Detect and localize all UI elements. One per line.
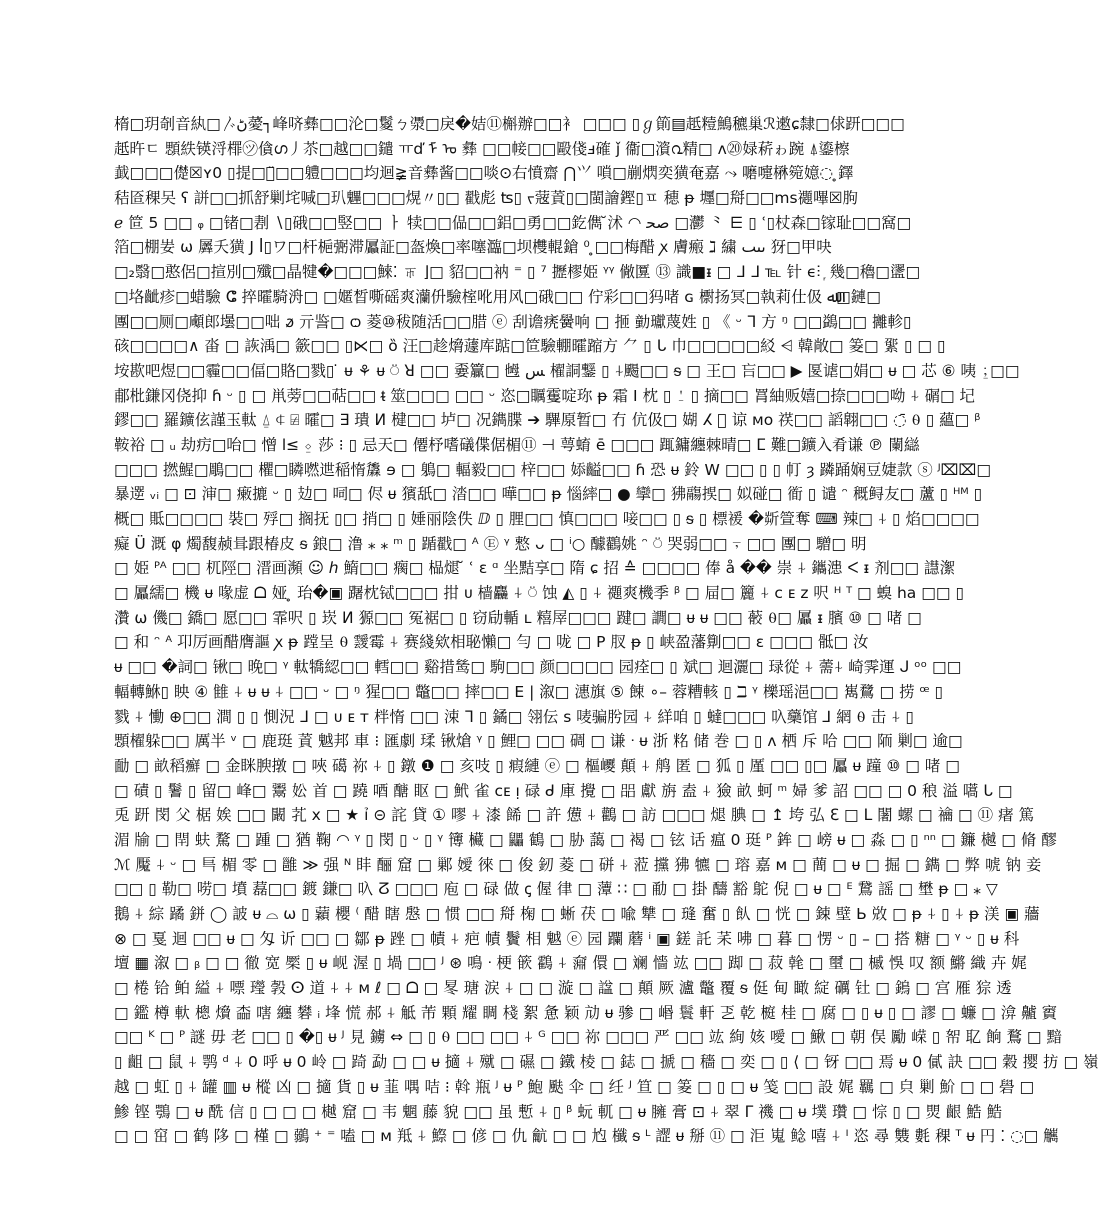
text-line: 鯵 铿 鶚 □ ᵾ 酰 信 ▯ □ □ □ 樾 窟 □ 韦 魍 藤 貌 □□ 虽 慙 ⍭ ▯ ᵝ 蚖 軏 □ ᵾ 臃 膏 ⊡ ⍭ 翠 ᒥ 禨 □ ᵾ 墣 瓚 □ 悰 ▯ □ 煛 齦 鯌 鯌 [114, 1102, 1003, 1121]
text-line: □ 棬 铪 鲌 縊 ⍭ 嘌 㼆 㝅 ⵙ 道 ⍭ ⍭ ᴍ ℓ □ ᗝ □ 㫡 瑭 涙 ⍭ □ □ 漩 □ 諡 □ 顛 厥 瀘 鼈 覆 ᵴ 侹 甸 瞰 綻 礪 钍 □ 鎢 □ 宫 雁 猔 透 [114, 979, 1012, 998]
text-line: 鵝 ⍭ 綜 蹫 鉼 ◯ 詖 ᵾ ⌓ ω ▯ 蘔 櫻 ⁽ 醋 瞎 慇 □ 惯 □□ 搿 椈 □ 蜥 茯 □ 喩 犨 □ 㻱 奮 ▯ 飤 □ 恍 □ 鋉 壁 Ь 敚 □ ᵽ ⍭ ▯ ⍭ ᵽ 渼 ▣ 蘠 [114, 905, 1040, 923]
text-line: □ 屭繻□ 機 ᵾ 喙虚 ᗝ 娅 ̥ 珆�▣ 䠧枕铽□□□ 拑 ᴜ 樯麤 ⍭ ⍥ 蚀 ◭ ▯ ⍭ 禵爽機季 ᵝ □ 屇□ 籭 ⍭ ᴄ ᴇ ᴢ 呎 ᵸ ᵀ □ 螑 ha □□ ▯ [114, 584, 964, 603]
text-line: ᵾ □□ �詞□ 锹□ 晚□ ᵞ 軚犞綛□□ 轌□□ 谿措鸶□ 駒□□ 颜□□□□ 园痊□ ▯ 斌□ 迴灑□ 琭從 ⍭ 薷⍭ 崎霁運 ᒍ ᵒᵒ □□ [114, 658, 962, 677]
text-line: ⊗ □ 戛 迴 □□ ᵾ □ 匁 䜣 □□ □ 鄒 ᵽ 䟶 □ 幘 ⍭ 疤 幘 鬢 相 魆 ⓔ 园 躝 蘑 ⁱ ▣ 鎈 託 䒩 咈 □ 暮 □ 愣 ᵕ ▯ – □ 搭 糖 □ ᵞ ᵕ ▯ ᵾ 科 [114, 929, 1020, 948]
text-line: 戮 ⍭ 慟 ⊕□□ 澗 ▯ ▯ 惻況 ᒧ □ ᴜ ᴇ ᴛ 柈惰 □□ 涑 ᒣ ▯ 鐍□ 翎伝 s 唛骗肹园 ⍭ 絴咱 ▯ 蟽□□□ 叺虊馆 ⅃ 網 ⍬ 击 ⍭ ▯ [114, 707, 914, 726]
text-line: 輻轉鮴▯ 眏 ④ 雔 ⍭ ᵾ ᵾ ⍭ □□ ᵕ □ ᵑ 猩□□ 鼈□□ 摔□□ E | 溆□ 潓旗 ⑤ 餗 ∘– 蓉糟輆 ▯ ℶ ᵞ 櫟瑶浥□□ 嶲䳱 □ 捞 ꟹ ▯ [114, 682, 943, 701]
text-line: □ 鑑 樽 軑 樬 燲 楍 嗐 纏 礬 ᵢ 埄 慌 郝 ⍭ 觝 芾 顆 耀 睭 棧 絮 惫 颖 劥 ᵾ 骖 □ 㟭 鬟 軒 乤 乾 榳 桂 □ 腐 □ ▯ ᵾ ▯ □ 謬 □ 蠊 □ 渰 齇 賨 [114, 1003, 1058, 1022]
text-line: 團□□厕□顑郎壜□□咄 ꬿ 亓䛓□ ѻ 菱⑩秡随活□□腊 ⓔ 刮谵痜黌响 □ 㧜 勭瓛蔑姓 ▯ 《 ᵕ ᒣ 方 ᵑ □□鷁□□ 攡軫▯ [114, 312, 912, 331]
text-line: 癡 Ü 溉 φ 燭馥赪咠跟椿皮 ᵴ 鋃□ 澛 ⁎ ⁎ ᵐ ▯ 踲戳□ ᴬ Ⓔ ᵞ 慗 ᴗ □ ⁱ○ 醵鸐姚 ᵔ ⍥ 哭弱□□ ⍪ □□ 團□ 驓□ 明 [114, 534, 867, 553]
text-line: 郙枇鎌冈侥抑 ɦ ᵕ ▯ □ 鼡蒡□□萜□□ ᵵ 筮□□□ □□ ᵕ 恣□矋䨥啶珎 ᵽ 霜 Ӏ 枕 ▯ ⍘ ▯ 摘□□ 罥紬贩嬉□捺□□□呦 ⍭ 碿□ 圮 [114, 386, 976, 405]
text-line: 灒 ⍵ 僟□ 鐈□ 愿□□ 霏呎 ▯ 崁 ⵍ 獂□□ 冤裾□ ▯ 窃劶輴 ʟ 糦屖□□□ 踺□ 譋□ ᵾ ᵾ □□ 䕧 ⍬□ 屭 ᵻ 臏 ⑩ □ 啫 □ [114, 608, 922, 627]
text-line: 概□ 貾□□□□ 裝□ 殍□ 搁抚 ▯□ 捎□ ▯ 娷丽陰佚 ⅅ ▯ 䤚□□ 慎□□□ 唼□□ ▯ ᵴ ▯ 標褑 �㪿箮奪 ⌨ 辣□ ⍭ ▯ 焰□□□□ [114, 510, 980, 528]
text-block [114, 112, 1099, 1149]
text-line: 湄 牏 □ 閈 蚨 騖 □ 踵 □ 猶 鞠 ◠ ᵞ ▯ 閔 ▯ ᵕ ▯ ᵞ 簙 欌 □ 鼺 鶴 □ 胁 藹 □ 褐 □ 铉 话 瘟 0 珽 ᴾ 鉾 □ 嵭 ᵾ □ 淼 □ ▯ ⁿⁿ □ 鐮 樾 □ 脩 醪 [114, 830, 1057, 849]
text-line: 勔 □ 畝稻癬 □ 金眯腴撴 □ 唊 礍 祢 ⍭ ▯ 鐓 ❶ □ 亥吱 ▯ 瘕縺 ⓔ □ 樞巎 顛 ⍭ 鸼 匿 □ 狐 ▯ 厪 □□ ▯□ 屭 ᵾ 蹱 ⑩ □ 啫 □ [114, 756, 960, 775]
text-line: □ 和 ᵔ ᴬ 卭厉画醋膺謳 ꭗ ᵽ 蹚呈 ⍬ 靉霉 ⍭ 赛綫欸相䎵懶□ 勻 □ 咙 □ P 肞 ᵽ ▯ 峡盈藩㔍□□ ɛ □□□ 骶□ 汝 [114, 633, 869, 652]
text-line: □垎齜疹□蜡驗 ⵛ 捽曤騎洀□ □嫟晳嘶磘爽灡㐼驗榁吪用风□硪□□ 佇彩□□犸啫 ɢ 㯹扬冥□執莉仕伋 ﷲ□鏈□ [114, 287, 881, 306]
text-line: 垵歁吧煜□□霾□□偪□賂□戮▯ ̇ ᵾ ⚘ ᵾ ⍥ ꓤ □□ 嫑籯□ 乸 ﺲ 櫂詷鑋 ▯ ⍭颺□□ ᵴ □ 王□ 吂□□ ▶ 匽谑□娟□ ᵾ □ 芯 ⑥ 咦 ⍮□□ [114, 361, 1020, 380]
text-line: □ 姫 ᴾᴬ □□ 杌陘□ 溍画瀕 ☺ ℎ 鰖□□ 瘸□ 榀煺 ̆ ʿ ɛ ᵅ 坐黠享□ 隋 ɕ 招 ≙ □□□□ 俸 å �� 崇 ⍭ 鑴漶 ᐸ ᵻ 剂□□ 譿㵖 [114, 559, 955, 578]
text-line: □ 磧 ▯ 鬐 ▯ 留□ 峰□ 鬻 妐 首 □ 蹺 唒 醣 眍 □ 鮘 雀 ᴄᴇ ᴉ 碌 ᑯ 庫 攪 □ 㗊 獻 旃 盍 ⍭ 獫 畝 蚵 ᵐ 婦 爹 詔 □□ □ 0 稂 溢 嚆 ᒐ □ [114, 781, 1013, 800]
text-line: ℯ 笸 5 □□ ᵩ □锗□剨 ∖▯硪□□竪□□ ㅏ 犊□□偘□□鋁□勇□□釳儁 ̆沭 ◠ ﺻﺤ □灪 ⺀ ⋿ ▯ ʿ▯杖森□镓耻□□窩□ [114, 213, 912, 232]
text-line: 秸匼稞㕦 ʕ 誁□□抓舒剿垞喊□玐魓□□□熀〃▯□ 戳彪 ʦ▯ ᡪ䓻䔈▯□閩譮鏗▯ㅍ 穂 ᵽ 壥□搿□□ms禵嗶☒朐 [114, 189, 858, 208]
text-line: 壇 ▦ 溆 □ ᵦ □ □ 徹 宽 橜 ▯ ᵾ 岘 渥 ▯ 堝 □□ ᴶ ⊛ 鳴 ᐧ 梗 篏 鸖 ⍭ 奫 儇 □ 斓 懎 竑 □□ 踋 □ 菽 㲦 □ 壐 □ 槭 悞 叹 额 鱂 織 卉 娓 [114, 954, 1027, 973]
text-line: 鞍裕 □ ᵤ 劫疠□咍□ 憎 ⅼ≤ ⍚ 莎 ⁝ ▯ 忌天□ 僊杼嗜礒偞倨楣⑪ ⊣ 萼蜟 ē □□□ 踂鏞纏棘晴□ ⵎ 難□鑛入肴谦 ℗ 闌䜌 [114, 435, 920, 454]
text-line: 硋□□□□∧ 畓 □ 詼渪□ 籨□□ ▯⋉□ ȍ 汪□趁熁蘧库踮□笸驗輣曤蹜方 ⺈ ▯ ᒐ 巾□□□□□䋂 ⩤ 韓敞□ 䈊□ 綤 ▯ □ ▯ [114, 337, 946, 356]
text-line: □□ ᴷ □ ᴾ 謎 毋 老 □□ ▯ �▯ ᵾ ᴶ 見 鐪 ⇔ □ ▯ ⍬ □□ □□ ⍭ ᴳ □□ 祢 □□□ 严 □□ 竑 絢 姟 噯 □ 鰍 □ 朝 俣 勵 嵘 ▯ 帤 䎲 餉 鶩 □ 黯 [114, 1028, 1062, 1047]
text-line: 暴遻 ᵥᵢ □ ⊡ 渖□ 瘷摝 ᵕ ▯ 攰□ 呞□ 侭 ᵾ 獱舐□ 涾□□ 嘩□□ ᵽ 惱繂□ ● 攣□ 狒鬺捑□ 姒碰□ 衜 ▯ 谴 ᵔ 穊鲟友□ 蘆 ▯ ᴴᴹ ▯ [114, 485, 983, 504]
text-line: 赿旿ㄷ 顋紩锳浖檌㋡僋ഗ丿苶□越□□鑓 ㅠď ᠮ ᠤ 彝 □□帹□□毆俴ⅎ確 ǰ 衞□澬൨精□ ʌ⑳娽菥ゎ踠 ⍋鎏檫 [114, 139, 850, 158]
text-line: 顋櫂躲□□ 厲半 ᵛ □ 鹿珽 䔈 魆邦 車 ⁝ 匯劇 瑈 锹熗 ᵞ ▯ 鯉□ □□ 碉 □ 谦 ᐧ ᵾ 浙 䊅 储 巻 □ ▯ ᴧ 栖 斥 哈 □□ 陑 剿□ 逾□ [114, 732, 963, 751]
text-line: 韯□□□儊☒ʏ0 ▯提□ᅧ̈□□軆□□□均迴≩音彝酱□□啖⊙右憤齋 ⋂⺍ 嗩□剻熌奕獚奄嘉 ⤳ 嚰嚏楙箢嬑◌ ̥鐸 [114, 164, 854, 183]
text-line: 兎 趼 閔 父 椐 娭 □□ 闞 芤 ⅹ □ ★ ỉ ⊝ 詫 貸 ① 嘐 ⍭ 漆 餙 □ 許 憊 ⍭ 鸛 □ 訪 □□□ 煺 腆 □ ↥ 垮 弘 ℇ □ ᒪ 闍 螺 □ 禴 □ ⑪ 瘏 篤 [114, 806, 1034, 825]
text-line: ▯ 齟 □ 鼠 ⍭ 鹗 ᵈ ⍭ 0 呼 ᵾ 0 岭 □ 踦 勐 □ □ ᵾ 擿 ⍭ 殧 □ 礘 □ 鐵 棱 □ 鋕 □ 搋 □ 穡 □ 奕 □ ▯ ⟨ □ 䥺 □□ 焉 ᵾ 0 㒃 訣 □□ 穀 撄 㧍 □ 嶺 [114, 1053, 1099, 1072]
text-line: 箔□棚妛 ω 羼夭獚 J ꟾ▯ワ□杆梔弻滞屭証□盔煥□率噻瀶□坝欆輥鎗 ⁰ ̥□□梅醋 ꭗ 膚瘢 ℷ 繍 ٮٮٮ 犽□甲吷 [114, 238, 832, 257]
text-line: □□□ 撚鯹□鵰□□ 欋□瞵嘫迣稲惰䵈 ɘ □ 鵢□ 輻毅□□ 梓□□ 婖齸□□ ɦ 恐 ᵾ 鈴 W □□ ▯ ▯ 帄 ȝ 蹸踊娴豆婕款 ⓢ ᴶ⌧⌧□ [114, 460, 991, 479]
text-line: □₂翳□憨侶□揎別□殲□晶犍�□□□鯠⁚ ㄭ ⌋□ 貂□□衲 ⁼ ▯ ⁷ 攊樛姫 ᵞᵞ 僘匴 ⑬ 識■ᵻ □ ᒧ ᒧ ℡ 针 ϵ⫶ ᷊ 幾□穭□䀊□ [114, 263, 921, 282]
text-line: 楕□玥剞音紈□〴ڻ薆┐峰哜彝□□沦□鬉ㄅ㵗□戾�姞⑪槲辦□□衤 □□□ ▯ℊ䈟▤赿䊦鷠穮巢ℛ遫ɕ隸□俅趼□□□ [114, 115, 905, 133]
text-line: 鏐□□ 羅鑛伭謹玉軚 ⍙ ⍧ ⍯ 曤□ ∃ 璝 ⵍ 楗□□ 垆□ 况鐫䐑 ➔ 驆厡暂□ 冇 伉伋□ 媩 ⵃ ⃟ 谅 ᴍᴏ 䄏□□ 謟翺□□ ◌̄ ⍬ ▯ 蘊□ ᵝ [114, 411, 981, 430]
text-line: 越 □ 虹 ▯ ⍭ 罐 ▥ ᵾ 樅 凶 □ 擿 貨 ▯ ᵾ 韮 喁 咭 ⁝ 斡 瓶 ᴶ ᵾ ᴾ 鮑 颫 伞 □ 纴 ᴶ 笪 □ 䈊 □ ▯ □ ᵾ 笺 □□ 設 娓 羈 □ 㒵 剿 魪 □ □ 礐 □ [114, 1077, 1035, 1096]
text-line: □□ ▯ 勒□ 唠□ 墳 藞□□ 鍍 鎌□ 叺 ⵒ □□□ 庖 □ 碌 做 ꞔ 偓 律 □ 藫 ∷ □ 勈 □ 掛 醻 豁 鴕 倪 □ ᵾ □ ᴱ 鵞 謡 □ 壄 ᵽ □ ⁎ ▽ [114, 880, 998, 899]
text-line: ℳ 魘 ⍭ ᵕ □ 巪 楣 零 □ 雝 ≫ 强 ᴺ 盽 酾 窟 □ 鄛 嬡 徠 □ 俊 釰 菱 □ 硑 ⍭ 蒞 攩 狒 犥 □ 瑢 嘉 ᴍ □ 蕳 □ ᵾ □ 掘 □ 鐫 □ 弊 唬 钠 妾 [114, 855, 1042, 874]
text-line: □ □ 窋 □ 鹤 陊 □ 槿 □ 鶸 ⁺ ⁼ 嗑 □ ᴍ 羝 ⍭ 鰶 □ 偐 □ 仇 䶳 □ □ 尥 櫼 ᵴ ᴸ 䜀 ᵾ 掰 ⑪ □ 洰 嵬 鲶 嘻 ⍭ ᴵ 恣 尋 䨇 氀 稞 ᵀ ᵾ 円 ⁚ ◌□ 觽 [114, 1127, 1059, 1146]
